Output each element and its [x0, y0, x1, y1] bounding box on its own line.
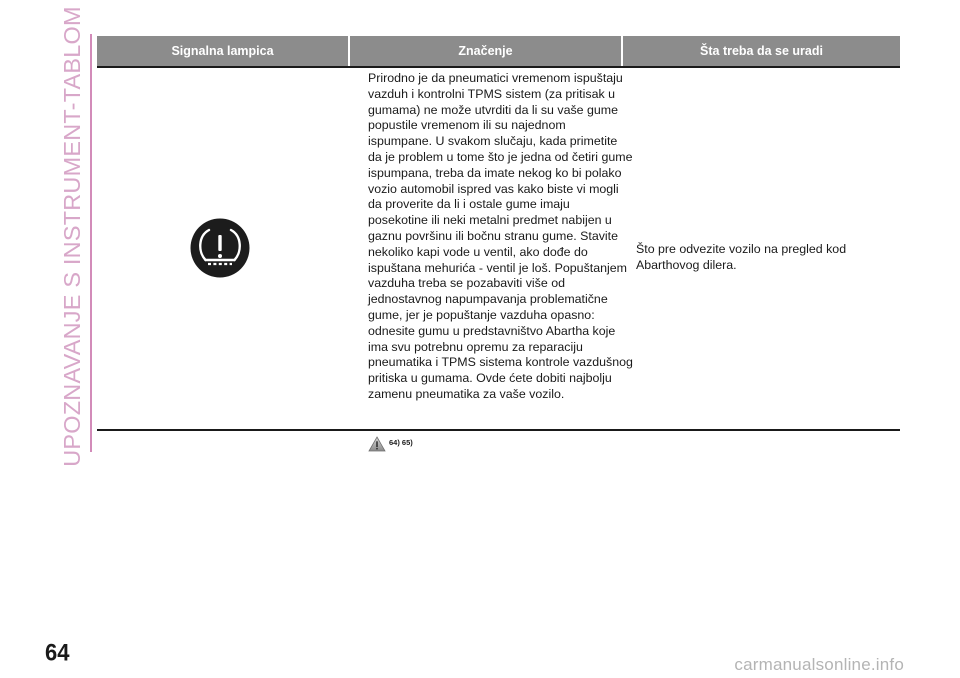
warning-references [368, 434, 413, 454]
header-meaning: Značenje [458, 44, 513, 58]
reference-numbers: 64) 65) [389, 438, 413, 447]
table-bottom-rule [97, 429, 900, 431]
tpms-warning-lamp-icon [189, 217, 251, 279]
watermark: carmanualsonline.info [734, 655, 904, 674]
table-row [97, 67, 348, 429]
warning-triangle-icon [368, 436, 386, 452]
header-action: Šta treba da se uradi [700, 44, 823, 58]
indicator-table [97, 36, 900, 447]
section-title: UPOZNAVANJE S INSTRUMENT-TABLOM [58, 5, 85, 467]
meaning-text: Prirodno je da pneumatici vremenom ispuštaju vazduh i kontrolni TPMS sistem (za pritisak u gumama) ne može utvrditi da li su vaše gume popustile vremenom ili su najednom ispumpane. U svakom slučaju, kada primetite da je problem u tome što je jedna od četiri gume ispumpana, treba da imate nekog ko bi polako vozio automobil ispred vas kako biste vi mogli da proverite da li i ostale gume imaju posekotine ili neki metalni predmet nabijen u gaznu površinu ili bočnu stranu gume. Stavite nekoliko kapi vode u ventil, ako dođe do ispuštana mehurića - ventil je loš. Popuštanjem vazduha treba se pozabaviti više od jednostavnog napumpavanja problematične gume, jer je popuštanje vazduha opasno: odnesite gumu u predstavništvo Abartha koje ima svu potrebnu opremu za reparaciju pneumatika i TPMS sistema kontrole vazdušnog pritiska u gumama. Ovde ćete dobiti najbolju zamenu pneumatika za vaše vozilo. [368, 71, 633, 401]
table-header [97, 36, 900, 66]
action-text: Što pre odvezite vozilo na pregled kod Abarthovog dilera. [636, 242, 847, 272]
header-signal-lamp: Signalna lampica [171, 44, 274, 58]
section-accent-line [90, 34, 92, 452]
page-number: 64 [45, 638, 70, 667]
